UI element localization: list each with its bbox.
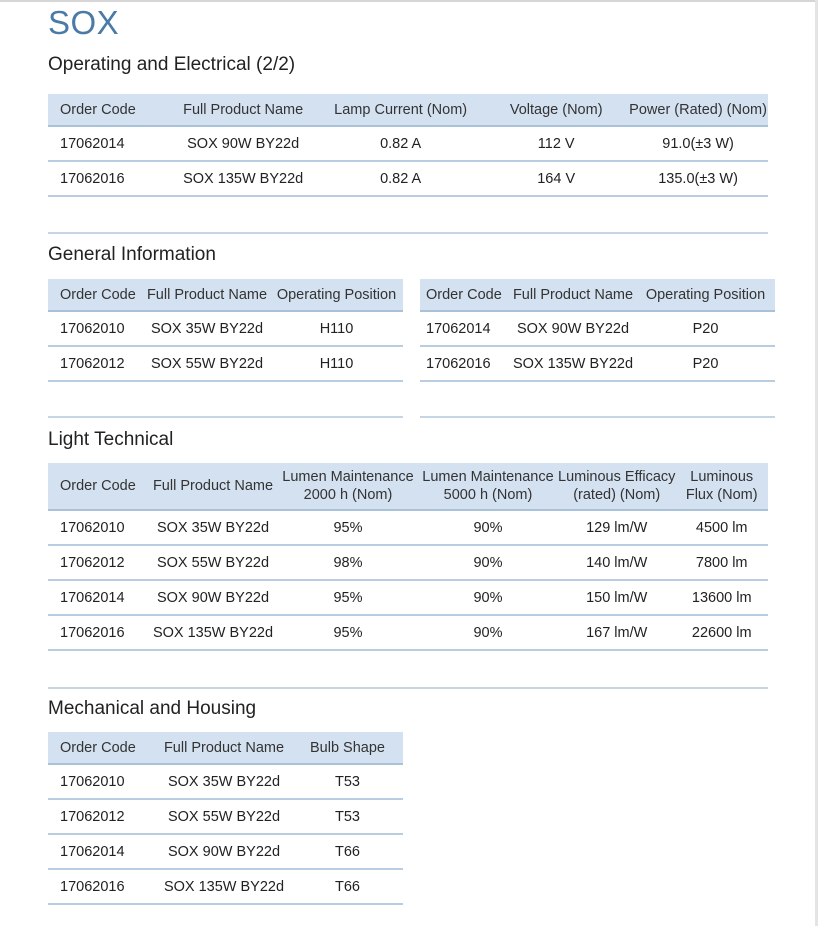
table-row <box>48 126 768 161</box>
cell-luminous-flux: 13600 lm <box>675 580 768 615</box>
cell-product-name: SOX 35W BY22d <box>144 311 270 346</box>
cell-luminous-efficacy: 140 lm/W <box>558 545 675 580</box>
cell-luminous-efficacy: 167 lm/W <box>558 615 675 650</box>
cell-bulb-shape: T53 <box>292 799 403 834</box>
cell-lumen-maint-5000: 90% <box>418 545 558 580</box>
col-power: Power (Rated) (Nom) <box>628 94 768 126</box>
table-header-row <box>48 94 768 126</box>
cell-order-code: 17062012 <box>48 545 148 580</box>
section-title-operating: Operating and Electrical (2/2) <box>48 54 296 75</box>
col-full-product-name: Full Product Name <box>144 279 270 311</box>
col-order-code: Order Code <box>420 279 510 311</box>
cell-lumen-maint-2000: 95% <box>278 615 418 650</box>
table-row <box>420 346 775 381</box>
cell-order-code: 17062016 <box>48 615 148 650</box>
cell-order-code: 17062010 <box>48 510 148 545</box>
table-header-row <box>48 279 403 311</box>
cell-operating-position: H110 <box>270 311 403 346</box>
col-lamp-current: Lamp Current (Nom) <box>317 94 484 126</box>
table-row <box>48 510 768 545</box>
col-voltage: Voltage (Nom) <box>484 94 628 126</box>
cell-product-name: SOX 135W BY22d <box>156 869 292 904</box>
col-full-product-name: Full Product Name <box>148 463 278 510</box>
cell-operating-position: P20 <box>636 311 775 346</box>
col-operating-position: Operating Position <box>270 279 403 311</box>
cell-product-name: SOX 135W BY22d <box>148 615 278 650</box>
mechanical-table <box>48 732 403 905</box>
cell-order-code: 17062014 <box>48 834 156 869</box>
cell-order-code: 17062014 <box>48 580 148 615</box>
table-row <box>48 869 403 904</box>
cell-operating-position: H110 <box>270 346 403 381</box>
general-table-left <box>48 279 403 382</box>
cell-voltage: 112 V <box>484 126 628 161</box>
cell-order-code: 17062012 <box>48 799 156 834</box>
cell-bulb-shape: T53 <box>292 764 403 799</box>
cell-lumen-maint-2000: 95% <box>278 510 418 545</box>
table-row <box>48 615 768 650</box>
col-luminous-efficacy: Luminous Efficacy (rated) (Nom) <box>558 463 675 510</box>
cell-order-code: 17062012 <box>48 346 144 381</box>
page-title: SOX <box>48 4 120 41</box>
section-title-general: General Information <box>48 244 216 265</box>
cell-product-name: SOX 55W BY22d <box>156 799 292 834</box>
section-divider <box>420 416 775 418</box>
cell-product-name: SOX 90W BY22d <box>156 834 292 869</box>
col-bulb-shape: Bulb Shape <box>292 732 403 764</box>
cell-order-code: 17062010 <box>48 311 144 346</box>
cell-order-code: 17062010 <box>48 764 156 799</box>
table-header-row <box>48 732 403 764</box>
table-row <box>48 346 403 381</box>
table-row <box>48 545 768 580</box>
light-table <box>48 463 768 651</box>
cell-bulb-shape: T66 <box>292 834 403 869</box>
table-row <box>48 580 768 615</box>
cell-product-name: SOX 135W BY22d <box>169 161 317 196</box>
cell-voltage: 164 V <box>484 161 628 196</box>
cell-order-code: 17062016 <box>48 161 169 196</box>
cell-product-name: SOX 135W BY22d <box>510 346 636 381</box>
section-title-mechanical: Mechanical and Housing <box>48 698 257 719</box>
col-lumen-maint-2000: Lumen Maintenance 2000 h (Nom) <box>278 463 418 510</box>
col-order-code: Order Code <box>48 94 169 126</box>
col-order-code: Order Code <box>48 279 144 311</box>
col-full-product-name: Full Product Name <box>510 279 636 311</box>
cell-bulb-shape: T66 <box>292 869 403 904</box>
cell-order-code: 17062016 <box>420 346 510 381</box>
cell-lamp-current: 0.82 A <box>317 161 484 196</box>
cell-luminous-efficacy: 150 lm/W <box>558 580 675 615</box>
cell-lumen-maint-5000: 90% <box>418 510 558 545</box>
cell-product-name: SOX 90W BY22d <box>510 311 636 346</box>
cell-product-name: SOX 90W BY22d <box>169 126 317 161</box>
cell-product-name: SOX 35W BY22d <box>156 764 292 799</box>
col-full-product-name: Full Product Name <box>156 732 292 764</box>
operating-table <box>48 94 768 197</box>
table-row <box>48 764 403 799</box>
col-lumen-maint-5000: Lumen Maintenance 5000 h (Nom) <box>418 463 558 510</box>
cell-product-name: SOX 35W BY22d <box>148 510 278 545</box>
cell-power: 135.0(±3 W) <box>628 161 768 196</box>
cell-power: 91.0(±3 W) <box>628 126 768 161</box>
table-header-row <box>420 279 775 311</box>
cell-luminous-flux: 4500 lm <box>675 510 768 545</box>
table-row <box>48 799 403 834</box>
col-order-code: Order Code <box>48 463 148 510</box>
cell-product-name: SOX 55W BY22d <box>144 346 270 381</box>
col-luminous-flux: Luminous Flux (Nom) <box>675 463 768 510</box>
col-order-code: Order Code <box>48 732 156 764</box>
section-divider <box>48 232 768 234</box>
table-row <box>48 161 768 196</box>
cell-lumen-maint-5000: 90% <box>418 615 558 650</box>
cell-lamp-current: 0.82 A <box>317 126 484 161</box>
cell-order-code: 17062016 <box>48 869 156 904</box>
cell-luminous-efficacy: 129 lm/W <box>558 510 675 545</box>
cell-operating-position: P20 <box>636 346 775 381</box>
table-row <box>420 311 775 346</box>
cell-order-code: 17062014 <box>420 311 510 346</box>
cell-luminous-flux: 22600 lm <box>675 615 768 650</box>
cell-lumen-maint-5000: 90% <box>418 580 558 615</box>
cell-product-name: SOX 55W BY22d <box>148 545 278 580</box>
window-top-border <box>0 0 818 2</box>
table-header-row <box>48 463 768 510</box>
table-row <box>48 834 403 869</box>
cell-lumen-maint-2000: 98% <box>278 545 418 580</box>
col-full-product-name: Full Product Name <box>169 94 317 126</box>
section-divider <box>48 687 768 689</box>
cell-luminous-flux: 7800 lm <box>675 545 768 580</box>
table-row <box>48 311 403 346</box>
col-operating-position: Operating Position <box>636 279 775 311</box>
cell-order-code: 17062014 <box>48 126 169 161</box>
cell-product-name: SOX 90W BY22d <box>148 580 278 615</box>
general-table-right <box>420 279 775 382</box>
section-divider <box>48 416 403 418</box>
section-title-light: Light Technical <box>48 429 174 450</box>
cell-lumen-maint-2000: 95% <box>278 580 418 615</box>
